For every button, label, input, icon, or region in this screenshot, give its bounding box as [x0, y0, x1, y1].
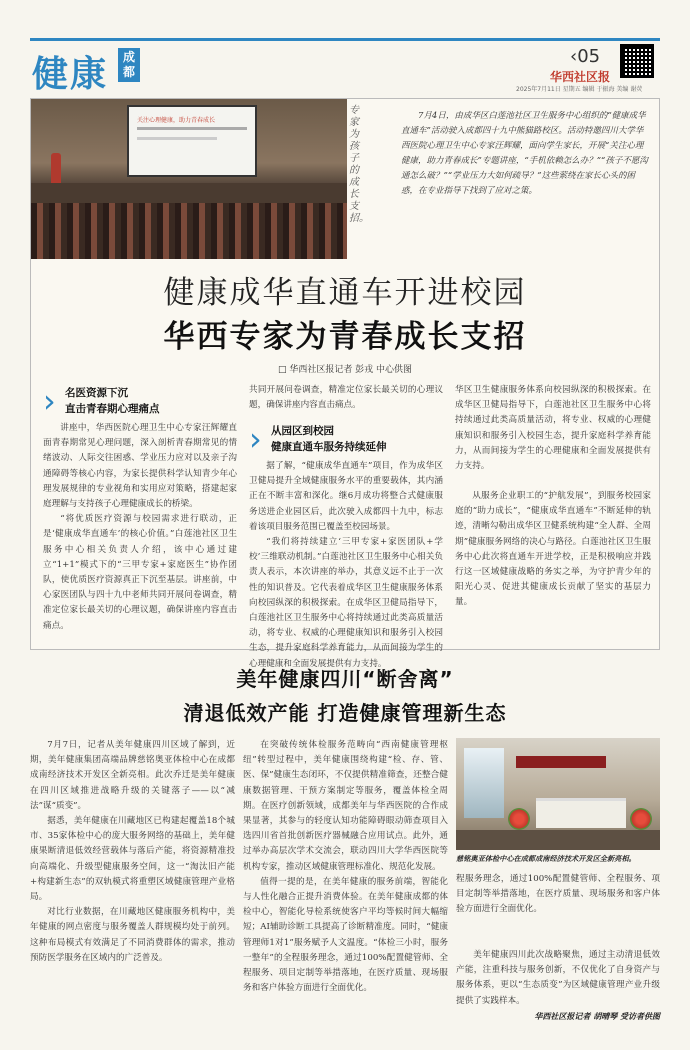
flower-basket — [630, 808, 652, 830]
projection-screen — [127, 105, 257, 177]
paragraph: “将优质医疗资源与校园需求进行联动，正是‘健康成华直通车’的核心价值。”白莲池社区卫生服务中心相关负责人介绍，该中心通过建立“1+1”模式下的“三甲专家+家庭医生”协作团队，使优质医疗资源真正下沉至基层。讲座前，中心家医团队与四十九中老师共同开展问卷调查，精准定位家长最关切的心理议题，确保讲座内容直击痛点。 — [43, 514, 237, 631]
headline-meinian-main: 美年健康四川“断舍离” — [236, 667, 454, 691]
newspaper-brand: 华西社区报 — [550, 70, 611, 84]
paragraph: 7月7日，记者从美年健康四川区域了解到，近期，美年健康集团高端品牌慈铭奥亚体检中心在成都成南经济技术开发区全新亮相。此次乔迁是美年健康在四川区域推进战略升级的关键落子——以“减法”谋“质变”。 — [30, 740, 235, 811]
clinic-photo — [456, 738, 660, 850]
headline-sub: 华西专家为青春成长支招 — [163, 319, 527, 355]
screen-line — [137, 137, 217, 140]
signboard — [516, 756, 606, 768]
screen-line — [137, 127, 247, 130]
photo-caption: 专家为孩子的成长支招。 — [349, 105, 369, 224]
paragraph: 据了解，“健康成华直通车”项目，作为成华区卫健局提升全域健康服务水平的重要载体，其内涵正在不断丰富和深化。继6月成功将整合式健康服务送进企业园区后，此次驶入成都四十九中，标志着该项目服务范围已覆盖至校园场景。 — [249, 461, 443, 532]
paragraph: 从服务企业职工的“护航发展”，到服务校园家庭的“助力成长”，“健康成华直通车”不断延伸的轨迹，清晰勾勒出成华区卫健系统构建“全人群、全周期”健康服务网络的决心与路径。白莲池社区卫生服务中心此次将直通车开进学校，正是积极响应并践行这一区域健康战略的务实之举，为守护青少年的阳光心灵、促进其健康成长贡献了坚实的基层力量。 — [455, 491, 651, 608]
subheading-line: 从园区到校园 — [271, 425, 334, 437]
section-city-tag: 成都 — [118, 48, 140, 82]
chevron-right-icon: › — [43, 382, 56, 420]
column-1 — [43, 383, 237, 648]
column-4 — [30, 738, 235, 966]
byline-meinian: 华西社区报记者 胡晴琴 受访者供图 — [534, 1011, 660, 1021]
paragraph: 对比行业数据，在川藏地区健康服务机构中，美年健康的网点密度与服务覆盖人群规模均处于前列。这种布局模式有效满足了不同消费群体的需求，推动预防医学服务在区域内的广泛普及。 — [30, 907, 235, 963]
clinic-photo-caption: 慈铭奥亚体检中心在成都成南经济技术开发区全新亮相。 — [456, 854, 636, 863]
subheading-line: 直击青春期心理痛点 — [65, 403, 160, 415]
paragraph: “我们将持续建立‘三甲专家+家医团队+学校’三维联动机制。”白莲池社区卫生服务中心相关负责人表示，本次讲座的举办，其意义远不止于一次性的知识普及。它代表着成华区卫生健康服务体系向校园纵深的积极探索。在成华区卫健局指导下，白莲池社区卫生服务中心将持续通过此类高质量活动，将专业、权威的心理健康知识和服务引入校园生态，提升家庭科学养育能力，从而间接为学生的心理健康和全面发展提供有力支持。 — [249, 537, 443, 669]
window — [464, 748, 504, 818]
article-lead: 7月4日，由成华区白莲池社区卫生服务中心组织的“健康成华直通车”活动驶入成都四十九中熊猫路校区。活动特邀四川大学华西医院心理卫生中心专家汪辉耀，面向学生家长，开展“关注心理健康，助力青春成长”专题讲座，“手机依赖怎么办？”“孩子不愿沟通怎么破？”“学业压力大如何疏导？”这些萦绕在家长心头的困惑，在专业指导下找到了应对之策。 — [401, 111, 648, 196]
paragraph-continued: 共同开展问卷调查，精准定位家长最关切的心理议题，确保讲座内容直击痛点。 — [249, 385, 443, 411]
subheading — [249, 420, 443, 458]
audience-seats — [31, 203, 347, 259]
paragraph: 据悉，美年健康在川藏地区已构建起覆盖18个城市、35家体检中心的庞大服务网络的基础上，美年健康果断清退低效经营载体与落后产能，将资源精准投向高端化、升级型健康服务空间，这一“淘汰旧产能+构建新生态”的双轨模式将重塑区域健康管理产业格局。 — [30, 816, 235, 903]
subheading — [43, 382, 237, 420]
flower-basket — [508, 808, 530, 830]
masthead-rule — [30, 38, 660, 41]
chevron-right-icon: › — [249, 420, 262, 458]
subheading-line: 健康直通车服务持续延伸 — [271, 441, 387, 453]
column-6 — [456, 872, 660, 1009]
byline: □ 华西社区报记者 彭戎 中心供图 — [277, 365, 413, 375]
section-title: 健康 — [32, 54, 109, 95]
paragraph: 讲座中，华西医院心理卫生中心专家汪辉耀直面青春期常见心理问题，深入剖析青春期常见的情绪波动、人际交往困惑、学业压力应对以及亲子沟通障碍等核心内容，为家长提供科学认知青少年心理发展规律的专业视角和实用应对策略，搭建起家庭理解与支持孩子心理健康成长的桥梁。 — [43, 423, 237, 510]
paragraph: 在突破传统体检服务范畴向“西南健康管理枢纽”转型过程中，美年健康围绕构建“检、存、管、医、保”健康生态闭环，不仅提供精准筛查，还整合健康数据管理、干预方案制定等服务，覆盖体检全周期。在医疗创新领域，成都美年与华西医院的合作成果显著，其参与的轻度认知功能障碍眼动筛查项目入选四川省首批创新医疗器械融合应用试点。此外，通过举办高层次学术交流会，联动四川大学华西医院等机构专家，推动区域健康管理标准化、规范化发展。 — [243, 740, 448, 872]
speaker-podium — [51, 153, 61, 183]
screen-title: 关注心理健康，助力青春成长 — [137, 117, 216, 124]
floor — [456, 830, 660, 850]
dateline: 2025年7月11日 星期五 编辑 于振海 美编 谢荧 — [516, 86, 643, 93]
paragraph: 美年健康四川此次战略聚焦，通过主动清退低效产能，注重科技与服务创新，不仅优化了自身资产与服务体系，更以“生态质变”为区域健康管理产业升级提供了实践样本。 — [456, 950, 660, 1006]
masthead — [30, 38, 660, 96]
article-health-chenghua — [30, 98, 660, 669]
paragraph-continued: 华区卫生健康服务体系向校园纵深的积极探索。在成华区卫健局指导下，白莲池社区卫生服务中心将持续通过此类高质量活动，将专业、权威的心理健康知识和服务引入校园生态，提升家庭科学养育能力，从而间接为学生的心理健康和全面发展提供有力支持。 — [455, 385, 651, 472]
qr-code-icon — [620, 44, 654, 78]
headline-main: 健康成华直通车开进校园 — [163, 275, 527, 311]
paragraph: 值得一提的是，在美年健康的服务前端，智能化与人性化融合正提升消费体验。在美年健康成都的体检中心，智能化导检系统使客户平均等候时间大幅缩短；AI辅助诊断工具提高了诊断精准度。同时，“健康管理师1对1”服务赋予人文温度。“体检三小时，服务一整年”的全程服务理念，通过100%配置健管师、全程服务、项目定制等举措落地，在医疗质量、现场服务和客户体验方面进行全面优化。 — [243, 876, 448, 994]
reception-desk — [536, 798, 626, 828]
page-number: ‹05 — [570, 46, 601, 67]
paragraph-continued: 程服务理念，通过100%配置健管师、全程服务、项目定制等举措落地，在医疗质量、现场服务和客户体验方面进行全面优化。 — [456, 874, 660, 915]
stage — [31, 183, 347, 203]
lecture-photo — [31, 99, 347, 259]
column-2 — [249, 383, 443, 669]
subheading-line: 名医资源下沉 — [65, 387, 128, 399]
headline-meinian-sub: 清退低效产能 打造健康管理新生态 — [183, 701, 507, 725]
column-3 — [455, 383, 651, 611]
column-5 — [243, 738, 448, 994]
